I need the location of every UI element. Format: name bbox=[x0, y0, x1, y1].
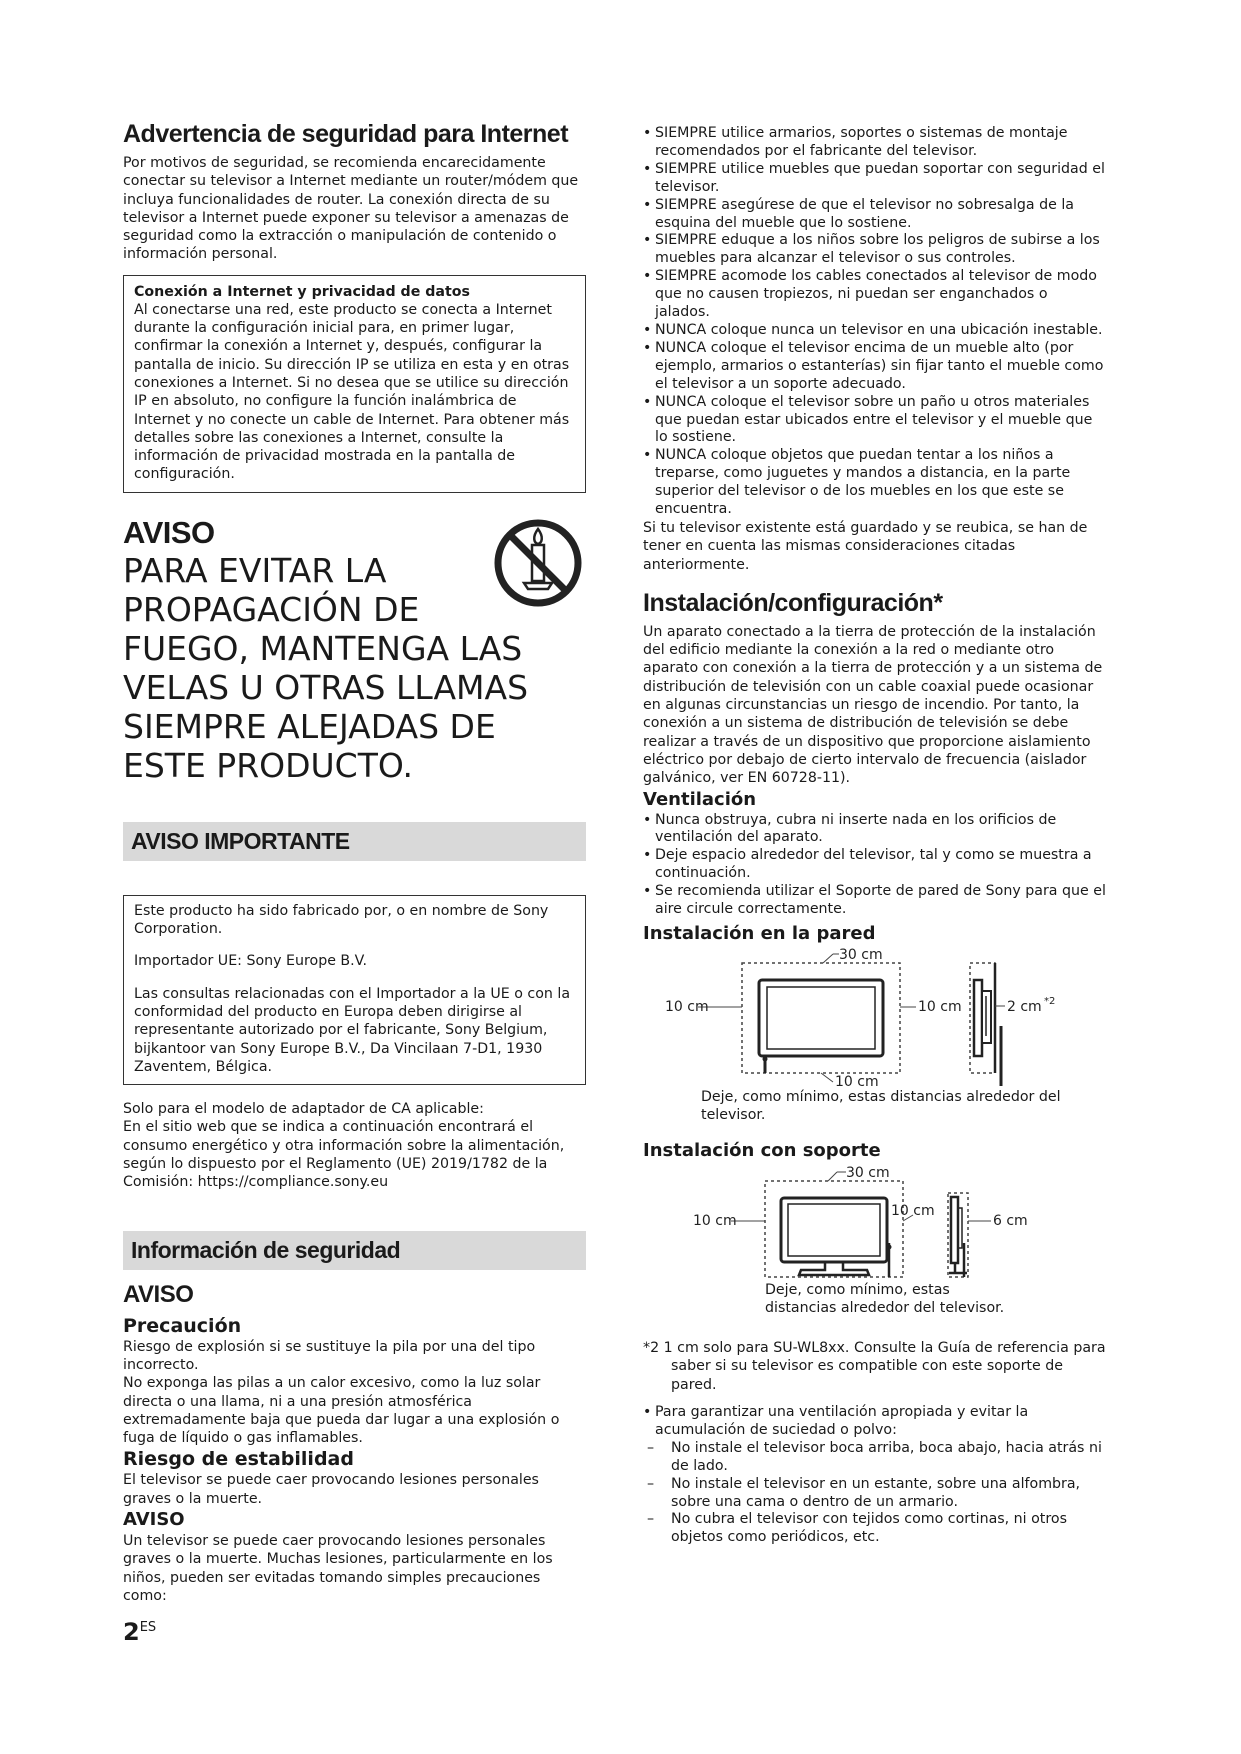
list-item: • SIEMPRE asegúrese de que el televisor no sobresalga de la esquina del mueble que lo sostiene. bbox=[643, 197, 1106, 233]
internet-title: Advertencia de seguridad para Internet bbox=[123, 120, 569, 148]
stand-install-diagram bbox=[643, 1163, 1106, 1285]
install-title: Instalación/configuración* bbox=[643, 588, 943, 617]
privacy-box-title: Conexión a Internet y privacidad de datos bbox=[134, 283, 470, 300]
wall-install-diagram bbox=[643, 946, 1106, 1096]
precaucion-title: Precaución bbox=[123, 1314, 242, 1337]
adapter-text: Solo para el modelo de adaptador de CA aplicable: En el sitio web que se indica a continuación encontrará el consumo energético y otra información sobre la alimentación, según lo dispuesto por el Reglamento (UE) 2019/1782 de la Comisión: https://compliance.sony.eu bbox=[123, 1101, 565, 1191]
list-item: – No cubra el televisor con tejidos como cortinas, ni otros objetos como periódicos, etc. bbox=[643, 1511, 1106, 1547]
list-item: • NUNCA coloque nunca un televisor en una ubicación inestable. bbox=[643, 322, 1106, 340]
internet-text: Por motivos de seguridad, se recomienda encarecidamente conectar su televisor a Internet mediante un router/módem que incluya funcionalidades de router. La conexión directa de su televisor a Internet puede exponer su televisor a amenazas de seguridad como la extracción o manipulación de contenido o información personal. bbox=[123, 155, 579, 263]
sony-box-p1: Este producto ha sido fabricado por, o en nombre de Sony Corporation. bbox=[134, 902, 549, 938]
left-column bbox=[123, 120, 586, 1605]
estabilidad-title: Riesgo de estabilidad bbox=[123, 1448, 354, 1471]
stand-title: Instalación con soporte bbox=[643, 1139, 881, 1161]
sony-box-p3: Las consultas relacionadas con el Importador a la UE o con la conformidad del producto en Europa deben dirigirse al representante autorizado por el fabricante, Sony Belgium, bijkantoor van Sony Europe B.V., Da Vincilaan 7-D1, 1930 Zaventem, Bélgica. bbox=[134, 985, 571, 1075]
aviso3-text: Un televisor se puede caer provocando lesiones personales graves o la muerte. Muchas lesiones, particularmente en los niños, pueden ser evitadas tomando simples precauciones como: bbox=[123, 1532, 553, 1604]
no-candle-icon bbox=[492, 517, 584, 609]
vent2-bullets bbox=[643, 1404, 1106, 1440]
stand-caption: Deje, como mínimo, estas distancias alrededor del televisor. bbox=[765, 1281, 1005, 1316]
list-item: • SIEMPRE acomode los cables conectados al televisor de modo que no causen tropiezos, ni puedan ser enganchados o jalados. bbox=[643, 268, 1106, 322]
wall-label-left: 10 cm bbox=[665, 998, 709, 1015]
wall-label-top: 30 cm bbox=[839, 946, 883, 963]
wall-title: Instalación en la pared bbox=[643, 922, 876, 944]
aviso-importante-band: AVISO IMPORTANTE bbox=[123, 822, 586, 861]
list-item: • Se recomienda utilizar el Soporte de pared de Sony para que el aire circule correctamente. bbox=[643, 883, 1106, 919]
list-item: • SIEMPRE utilice armarios, soportes o sistemas de montaje recomendados por el fabricante del televisor. bbox=[643, 125, 1106, 161]
fire-warning-block bbox=[123, 515, 586, 785]
vent-bullets bbox=[643, 812, 1106, 919]
fire-warning: PARA EVITAR LA PROPAGACIÓN DE FUEGO, MANTENGA LAS VELAS U OTRAS LLAMAS SIEMPRE ALEJADAS DE ESTE PRODUCTO. bbox=[123, 550, 529, 785]
list-item: • NUNCA coloque objetos que puedan tentar a los niños a treparse, como juguetes y mandos a distancia, en la parte superior del televisor o de los muebles en los que este se encuentra. bbox=[643, 447, 1106, 519]
list-item: • Para garantizar una ventilación apropiada y evitar la acumulación de suciedad o polvo: bbox=[643, 1404, 1106, 1440]
precaucion-p2: No exponga las pilas a un calor excesivo, como la luz solar directa o una llama, ni a una presión atmosférica extremadamente baja que pueda dar lugar a una explosión o fuga de líquido o gas inflamables. bbox=[123, 1375, 560, 1447]
aviso3-title: AVISO bbox=[123, 1508, 185, 1530]
safety-bullets bbox=[643, 125, 1106, 519]
list-item: • SIEMPRE eduque a los niños sobre los peligros de subirse a los muebles para alcanzar el televisor o sus controles. bbox=[643, 232, 1106, 268]
aviso-title: AVISO bbox=[123, 514, 215, 550]
list-item: • SIEMPRE utilice muebles que puedan soportar con seguridad el televisor. bbox=[643, 161, 1106, 197]
list-item: – No instale el televisor boca arriba, boca abajo, hacia atrás ni de lado. bbox=[643, 1440, 1106, 1476]
list-item: • NUNCA coloque el televisor sobre un paño u otros materiales que puedan estar ubicados entre el televisor y el mueble que lo sostiene. bbox=[643, 394, 1106, 448]
relocate-text: Si tu televisor existente está guardado y se reubica, se han de tener en cuenta las mismas consideraciones citadas anteriormente. bbox=[643, 519, 1088, 573]
wall-label-right: 10 cm bbox=[918, 998, 962, 1015]
stand-label-right: 10 cm bbox=[891, 1202, 935, 1219]
sony-box-p2: Importador UE: Sony Europe B.V. bbox=[134, 953, 368, 970]
list-item: – No instale el televisor en un estante, sobre una alfombra, sobre una cama o dentro de un armario. bbox=[643, 1476, 1106, 1512]
estabilidad-text: El televisor se puede caer provocando lesiones personales graves o la muerte. bbox=[123, 1472, 539, 1507]
sony-box bbox=[123, 895, 586, 1085]
install-text: Un aparato conectado a la tierra de protección de la instalación del edificio mediante la conexión a la red o mediante otro aparato con conexión a la tierra de protección y a un sistema de distribución de televisión con un cable coaxial puede ocasionar en algunas circunstancias un riesgo de incendio. Por tanto, la conexión a un sistema de distribución de televisión se debe realizar a través de un dispositivo que proporcione aislamiento eléctrico por debajo de cierto intervalo de frecuencia (aislador galvánico, ver EN 60728-11). bbox=[643, 623, 1103, 787]
footnote: *2 1 cm solo para SU-WL8xx. Consulte la Guía de referencia para saber si su televisor es compatible con este soporte de pared. bbox=[643, 1340, 1106, 1393]
right-column bbox=[643, 125, 1106, 1547]
list-item: • Nunca obstruya, cubra ni inserte nada en los orificios de ventilación del aparato. bbox=[643, 812, 1106, 848]
aviso2-title: AVISO bbox=[123, 1280, 194, 1308]
privacy-box-text: Al conectarse una red, este producto se conecta a Internet durante la configuración inicial para, en primer lugar, confirmar la conexión a Internet y, después, configurar la pantalla de inicio. Su dirección IP se utiliza en esta y en otras conexiones a Internet. Si no desea que se utilice su dirección IP en absoluto, no configure la función inalámbrica de Internet y no conecte un cable de Internet. Para obtener más detalles sobre las conexiones a Internet, consulte la información de privacidad mostrada en la pantalla de configuración. bbox=[134, 301, 570, 483]
vent-title: Ventilación bbox=[643, 788, 757, 810]
stand-label-side: 6 cm bbox=[993, 1212, 1028, 1229]
vent2-dashes bbox=[643, 1440, 1106, 1547]
page-lang: ES bbox=[139, 1620, 157, 1635]
privacy-box bbox=[123, 275, 586, 493]
page-number: $2^{ES}$ bbox=[123, 1618, 157, 1646]
precaucion-p1: Riesgo de explosión si se sustituye la pila por una del tipo incorrecto. bbox=[123, 1338, 536, 1373]
list-item: • NUNCA coloque el televisor encima de un mueble alto (por ejemplo, armarios o estanterías) sin fijar tanto el mueble como el televisor a un soporte adecuado. bbox=[643, 340, 1106, 394]
list-item: • Deje espacio alrededor del televisor, tal y como se muestra a continuación. bbox=[643, 847, 1106, 883]
wall-label-side-sup: *2 bbox=[1044, 995, 1056, 1007]
wall-caption: Deje, como mínimo, estas distancias alrededor del televisor. bbox=[701, 1088, 1061, 1124]
wall-label-side: 2 cm bbox=[1007, 998, 1042, 1015]
wall-label-bottom: 10 cm bbox=[835, 1073, 879, 1090]
stand-label-top: 30 cm bbox=[846, 1164, 890, 1181]
info-seguridad-band: Información de seguridad bbox=[123, 1231, 586, 1270]
stand-label-left: 10 cm bbox=[693, 1212, 737, 1229]
